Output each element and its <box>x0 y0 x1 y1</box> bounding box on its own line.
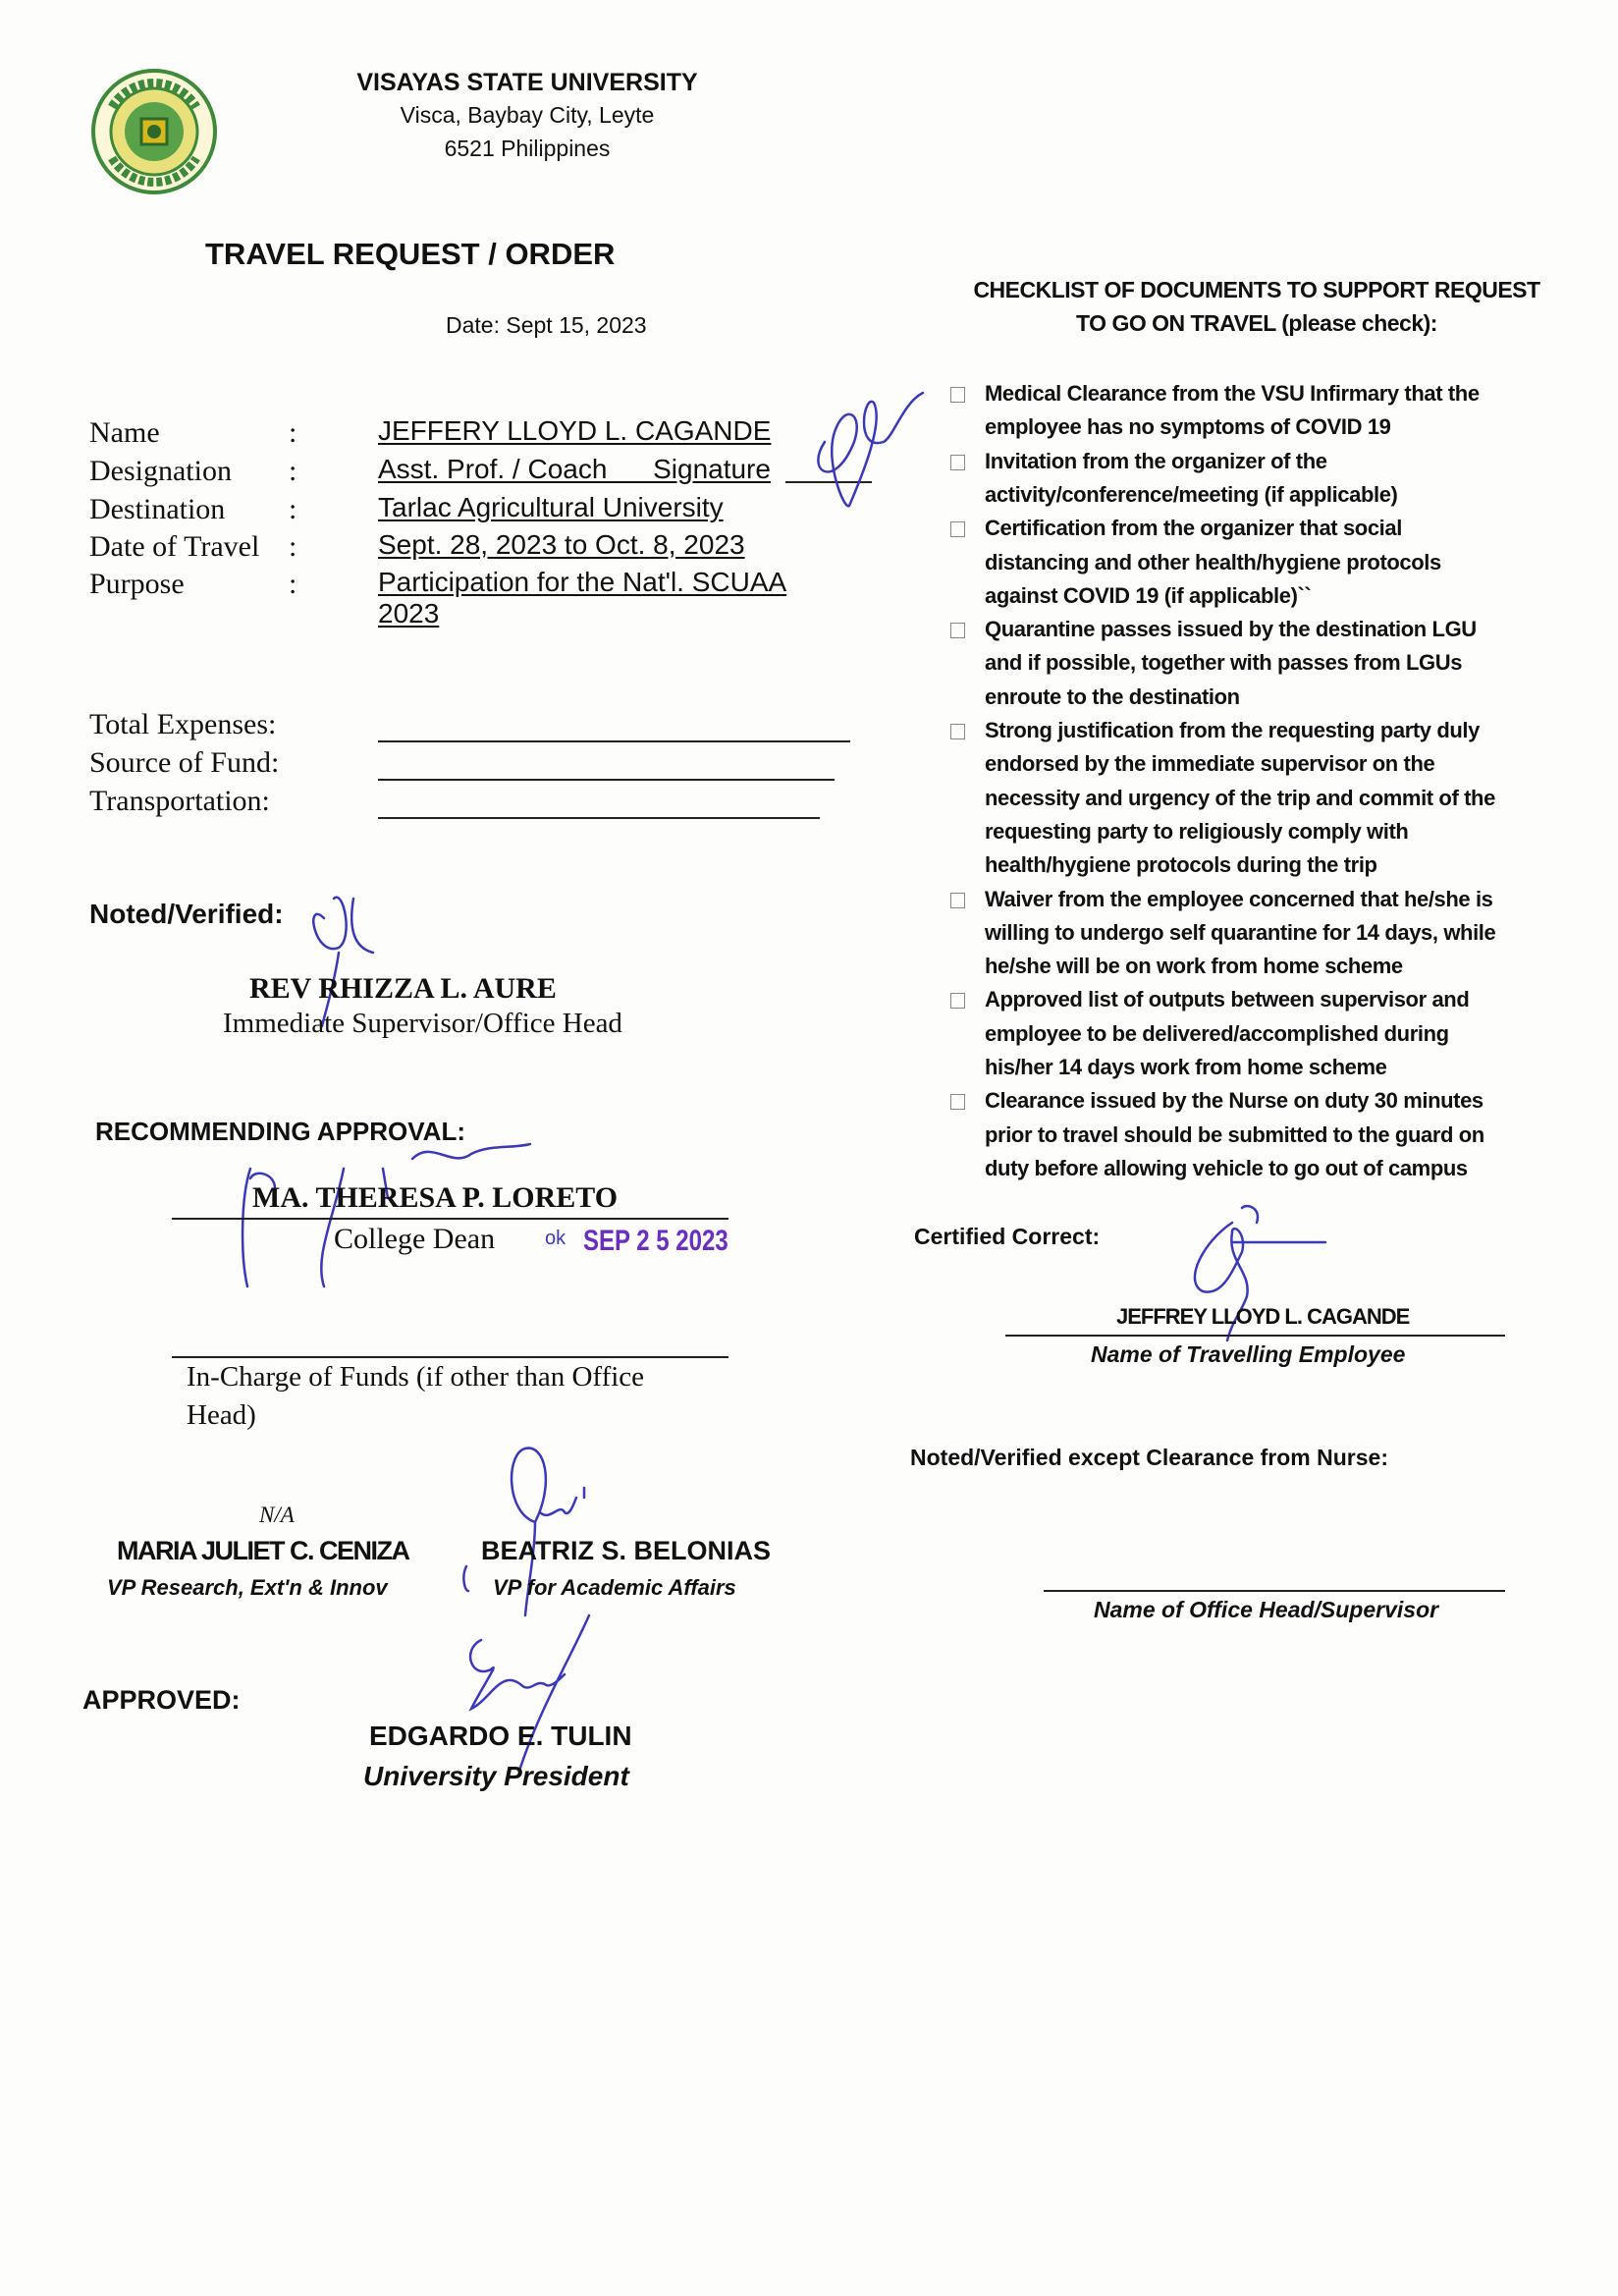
vp-academic-name: BEATRIZ S. BELONIAS <box>481 1536 772 1565</box>
source-of-fund-blank-line <box>378 779 835 781</box>
supervisor-name: REV RHIZZA L. AURE <box>249 972 557 1005</box>
employee-name: JEFFREY LLOYD L. CAGANDE <box>1116 1304 1410 1329</box>
funds-title-line2: Head) <box>187 1399 256 1431</box>
checklist-checkbox[interactable] <box>950 521 965 537</box>
checklist-item-text: his/her 14 days work from home scheme <box>985 1055 1387 1079</box>
supervisor-title: Immediate Supervisor/Office Head <box>223 1008 622 1039</box>
field-label-designation: Designation <box>89 455 232 487</box>
field-value-purpose-line2: 2023 <box>378 598 440 629</box>
checklist-checkbox[interactable] <box>950 893 965 908</box>
field-label-total-expenses: Total Expenses: <box>89 708 277 740</box>
stamp-ok-note: ok <box>545 1228 566 1249</box>
vp-research-name: MARIA JULIET C. CENIZA <box>117 1536 409 1565</box>
checklist-item-text: distancing and other health/hygiene protocols <box>985 549 1441 574</box>
office-head-signature-line <box>1044 1590 1505 1592</box>
checklist-title-line1: CHECKLIST OF DOCUMENTS TO SUPPORT REQUEST <box>973 277 1540 302</box>
president-name: EDGARDO E. TULIN <box>369 1721 632 1751</box>
certified-correct-label: Certified Correct: <box>914 1224 1101 1249</box>
transportation-blank-line <box>378 817 820 819</box>
president-title: University President <box>363 1761 629 1791</box>
employee-title: Name of Travelling Employee <box>1091 1341 1406 1367</box>
checklist-checkbox[interactable] <box>950 1094 965 1110</box>
dean-title: College Dean <box>334 1223 496 1255</box>
checklist-checkbox[interactable] <box>950 387 965 403</box>
checklist-item-text: Approved list of outputs between supervisor and <box>985 987 1470 1012</box>
field-label-purpose: Purpose <box>89 568 185 600</box>
colon: : <box>289 493 297 525</box>
checklist-item-text: Medical Clearance from the VSU Infirmary that the <box>985 381 1480 406</box>
university-address-line2: 6521 Philippines <box>444 136 611 161</box>
field-label-destination: Destination <box>89 493 226 525</box>
checklist-checkbox[interactable] <box>950 993 965 1009</box>
form-title: TRAVEL REQUEST / ORDER <box>205 237 616 271</box>
signature-president <box>452 1611 648 1777</box>
checklist-item-text: Invitation from the organizer of the <box>985 448 1327 473</box>
field-value-date-of-travel: Sept. 28, 2023 to Oct. 8, 2023 <box>378 529 745 560</box>
signature-traveller <box>795 383 933 520</box>
checklist-item-text: Clearance issued by the Nurse on duty 30 minutes <box>985 1088 1483 1114</box>
checklist-item-text: and if possible, together with passes from LGUs <box>985 650 1463 676</box>
approved-label: APPROVED: <box>82 1685 241 1715</box>
noted-except-label: Noted/Verified except Clearance from Nurse: <box>910 1445 1388 1470</box>
checklist-item-text: health/hygiene protocols during the trip <box>985 852 1377 878</box>
colon: : <box>289 416 297 449</box>
checklist-item-text: prior to travel should be submitted to the guard on <box>985 1121 1484 1147</box>
checklist-item-text: Waiver from the employee concerned that he/she is <box>985 886 1493 911</box>
checklist-item-text: employee has no symptoms of COVID 19 <box>985 414 1391 440</box>
field-label-date-of-travel: Date of Travel <box>89 530 260 563</box>
checklist-item-text: necessity and urgency of the trip and commit of the <box>985 785 1495 810</box>
checklist-item-text: Certification from the organizer that social <box>985 516 1402 541</box>
checklist-title-line2: TO GO ON TRAVEL (please check): <box>1076 310 1437 336</box>
checklist-item-text: endorsed by the immediate supervisor on the <box>985 751 1435 777</box>
vp-research-title: VP Research, Ext'n & Innov <box>107 1575 388 1600</box>
field-value-purpose: Participation for the Nat'l. SCUAA <box>378 567 787 597</box>
employee-signature-line <box>1005 1335 1505 1337</box>
noted-verified-label: Noted/Verified: <box>89 899 284 929</box>
checklist-item-text: duty before allowing vehicle to go out of campus <box>985 1155 1468 1180</box>
field-label-transportation: Transportation: <box>89 785 270 817</box>
checklist-checkbox[interactable] <box>950 724 965 739</box>
field-value-destination: Tarlac Agricultural University <box>378 492 724 522</box>
colon: : <box>289 568 297 600</box>
checklist-item-text: requesting party to religiously comply with <box>985 818 1409 844</box>
received-date-stamp: SEP 2 5 2023 <box>583 1225 728 1257</box>
field-value-designation: Asst. Prof. / Coach Signature <box>378 454 771 484</box>
recommending-approval-label: RECOMMENDING APPROVAL: <box>95 1117 465 1146</box>
vp-academic-title: VP for Academic Affairs <box>493 1575 736 1600</box>
vp-research-na-note: N/A <box>259 1503 295 1527</box>
checklist-item-text: activity/conference/meeting (if applicable) <box>985 481 1398 507</box>
university-seal-logo <box>90 68 218 195</box>
checklist-item-text: enroute to the destination <box>985 683 1240 709</box>
funds-title-line1: In-Charge of Funds (if other than Office <box>187 1361 645 1393</box>
colon: : <box>289 530 297 563</box>
dean-name: MA. THERESA P. LORETO <box>252 1181 619 1214</box>
funds-signature-line <box>172 1356 728 1358</box>
total-expenses-blank-line <box>378 740 850 742</box>
checklist-item-text: he/she will be on work from home scheme <box>985 954 1403 979</box>
form-date: Date: Sept 15, 2023 <box>446 312 647 338</box>
university-name: VISAYAS STATE UNIVERSITY <box>356 69 698 96</box>
checklist-item-text: willing to undergo self quarantine for 14 days, while <box>985 919 1496 945</box>
field-label-source-of-fund: Source of Fund: <box>89 746 280 779</box>
checklist-checkbox[interactable] <box>950 623 965 638</box>
checklist-item-text: against COVID 19 (if applicable)`` <box>985 582 1312 608</box>
checklist-item-text: Strong justification from the requesting party duly <box>985 718 1480 742</box>
checklist-checkbox[interactable] <box>950 455 965 470</box>
checklist-item-text: Quarantine passes issued by the destination LGU <box>985 617 1477 642</box>
office-head-title: Name of Office Head/Supervisor <box>1094 1597 1439 1622</box>
checklist-item-text: employee to be delivered/accomplished during <box>985 1020 1449 1046</box>
field-value-name: JEFFERY LLOYD L. CAGANDE <box>378 415 772 446</box>
colon: : <box>289 455 297 487</box>
university-address-line1: Visca, Baybay City, Leyte <box>400 102 655 128</box>
dean-signature-line <box>172 1218 728 1220</box>
field-label-name: Name <box>89 416 160 449</box>
